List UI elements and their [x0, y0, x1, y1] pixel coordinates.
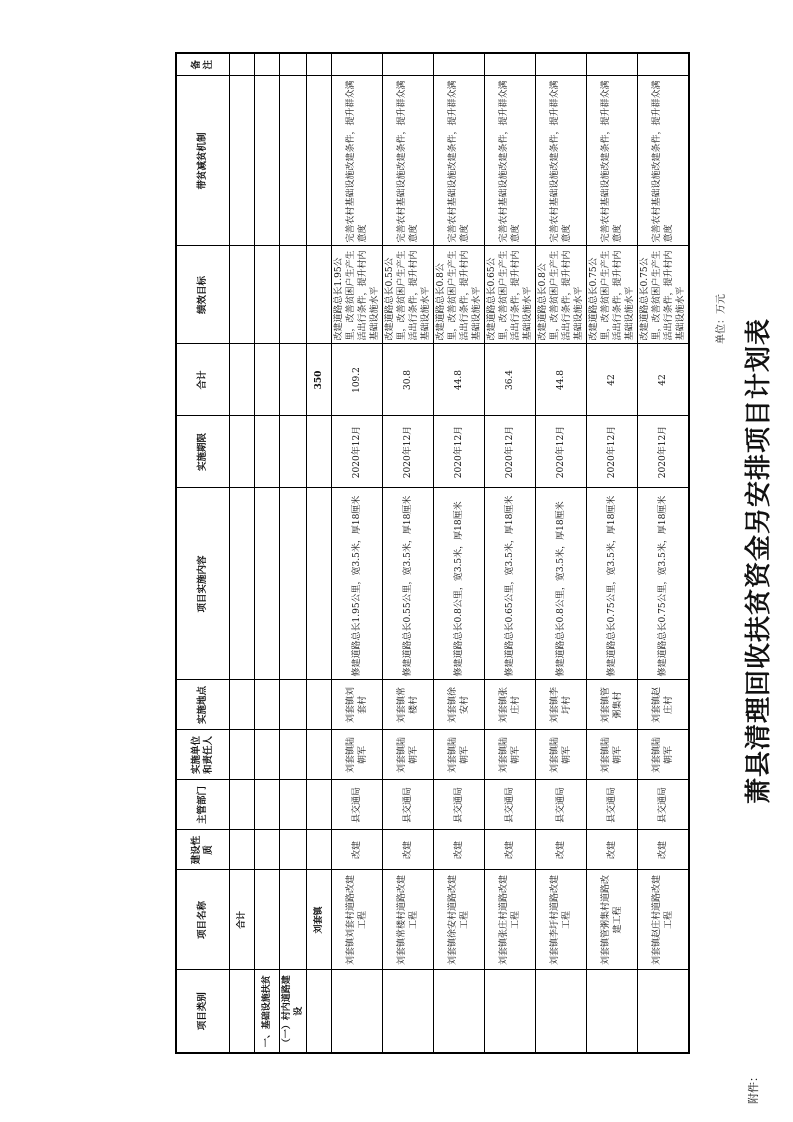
- header-content: 项目实施内容: [176, 488, 230, 680]
- row-remark: [536, 53, 587, 76]
- header-dept: 主管部门: [176, 780, 230, 830]
- row-goal: 改建道路总长1.95公里，改善贫困户生产生活出行条件，提升村内基础设施水平: [332, 246, 383, 344]
- header-remark: 备注: [176, 53, 230, 76]
- town-row: [307, 53, 332, 1053]
- header-row: [176, 53, 230, 1053]
- category-label: 一、基础设施扶贫: [255, 970, 280, 1053]
- row-unit-person: 刘套镇陆朝军: [536, 730, 587, 780]
- row-dept: 县交通局: [638, 780, 690, 830]
- row-mechanism: 完善农村基础设施改建条件，提升群众满意度: [587, 76, 638, 246]
- header-category: 项目类别: [176, 970, 230, 1053]
- row-remark: [434, 53, 485, 76]
- row-remark: [638, 53, 690, 76]
- header-location: 实施地点: [176, 680, 230, 730]
- row-period: 2020年12月: [383, 416, 434, 488]
- row-content: 修建道路总长0.75公里，宽3.5米，厚18厘米: [638, 488, 690, 680]
- row-category: [332, 970, 383, 1053]
- row-nature: 改建: [434, 830, 485, 870]
- row-dept: 县交通局: [383, 780, 434, 830]
- row-nature: 改建: [485, 830, 536, 870]
- row-category: [383, 970, 434, 1053]
- row-name: 刘套镇李圩村道路改建工程: [536, 870, 587, 970]
- row-total: 42: [587, 344, 638, 416]
- row-unit-person: 刘套镇陆朝军: [332, 730, 383, 780]
- row-period: 2020年12月: [638, 416, 690, 488]
- row-goal: 改建道路总长0.8公里，改善贫困户生产生活出行条件，提升村内基础设施水平: [434, 246, 485, 344]
- unit-label: 单位：万元: [716, 294, 727, 344]
- row-unit-person: 刘套镇陆朝军: [434, 730, 485, 780]
- row-mechanism: 完善农村基础设施改建条件，提升群众满意度: [383, 76, 434, 246]
- row-mechanism: 完善农村基础设施改建条件，提升群众满意度: [485, 76, 536, 246]
- row-category: [587, 970, 638, 1053]
- row-period: 2020年12月: [536, 416, 587, 488]
- row-unit-person: 刘套镇陆朝军: [383, 730, 434, 780]
- row-content: 修建道路总长0.65公里，宽3.5米，厚18厘米: [485, 488, 536, 680]
- row-location: 刘套镇张庄村: [485, 680, 536, 730]
- row-remark: [485, 53, 536, 76]
- row-remark: [587, 53, 638, 76]
- header-period: 实施期限: [176, 416, 230, 488]
- row-goal: 改建道路总长0.75公里，改善贫困户生产生活出行条件，提升村内基础设施水平: [587, 246, 638, 344]
- row-name: 刘套镇徐安村道路改建工程: [434, 870, 485, 970]
- row-name: 刘套镇赵庄村道路改建工程: [638, 870, 690, 970]
- header-unit-person: 实施单位和责任人: [176, 730, 230, 780]
- row-period: 2020年12月: [485, 416, 536, 488]
- header-total: 合计: [176, 344, 230, 416]
- row-total: 44.8: [434, 344, 485, 416]
- row-mechanism: 完善农村基础设施改建条件，提升群众满意度: [536, 76, 587, 246]
- row-dept: 县交通局: [485, 780, 536, 830]
- row-period: 2020年12月: [587, 416, 638, 488]
- row-mechanism: 完善农村基础设施改建条件，提升群众满意度: [332, 76, 383, 246]
- row-total: 42: [638, 344, 690, 416]
- header-mechanism: 带贫减贫机制: [176, 76, 230, 246]
- row-dept: 县交通局: [332, 780, 383, 830]
- row-location: 刘套镇李圩村: [536, 680, 587, 730]
- row-period: 2020年12月: [332, 416, 383, 488]
- table-row: [383, 53, 434, 1053]
- row-nature: 改建: [383, 830, 434, 870]
- row-unit-person: 刘套镇陆朝军: [485, 730, 536, 780]
- row-total: 109.2: [332, 344, 383, 416]
- row-name: 刘套镇张庄村道路改建工程: [485, 870, 536, 970]
- row-unit-person: 刘套镇陆朝军: [587, 730, 638, 780]
- row-unit-person: 刘套镇陆朝军: [638, 730, 690, 780]
- row-mechanism: 完善农村基础设施改建条件，提升群众满意度: [434, 76, 485, 246]
- row-nature: 改建: [587, 830, 638, 870]
- subcategory-label: （一）村内道路建设: [280, 970, 307, 1053]
- row-nature: 改建: [536, 830, 587, 870]
- table-row: [434, 53, 485, 1053]
- table-row: [536, 53, 587, 1053]
- row-nature: 改建: [332, 830, 383, 870]
- row-content: 修建道路总长0.55公里，宽3.5米，厚18厘米: [383, 488, 434, 680]
- total-row: [230, 53, 255, 1053]
- row-goal: 改建道路总长0.55公里，改善贫困户生产生活出行条件，提升村内基础设施水平: [383, 246, 434, 344]
- row-total: 30.8: [383, 344, 434, 416]
- row-dept: 县交通局: [587, 780, 638, 830]
- header-name: 项目名称: [176, 870, 230, 970]
- town-label: 刘套镇: [307, 870, 332, 970]
- row-location: 刘套镇赵庄村: [638, 680, 690, 730]
- table-row: [638, 53, 690, 1053]
- row-category: [434, 970, 485, 1053]
- row-location: 刘套镇常楼村: [383, 680, 434, 730]
- row-category: [485, 970, 536, 1053]
- row-dept: 县交通局: [536, 780, 587, 830]
- table-row: [332, 53, 383, 1053]
- row-dept: 县交通局: [434, 780, 485, 830]
- row-location: 刘套镇刘套村: [332, 680, 383, 730]
- subcategory-row: [280, 53, 307, 1053]
- row-remark: [383, 53, 434, 76]
- category-row: [255, 53, 280, 1053]
- row-content: 修建道路总长0.8公里，宽3.5米，厚18厘米: [536, 488, 587, 680]
- project-plan-table: [175, 52, 690, 1054]
- row-content: 修建道路总长0.8公里，宽3.5米，厚18厘米: [434, 488, 485, 680]
- row-content: 修建道路总长1.95公里，宽3.5米，厚18厘米: [332, 488, 383, 680]
- town-total: 350: [307, 344, 332, 416]
- total-label: 合计: [230, 870, 255, 970]
- row-total: 36.4: [485, 344, 536, 416]
- attachment-label: 附件：: [747, 1071, 760, 1104]
- row-location: 刘套镇徐安村: [434, 680, 485, 730]
- row-nature: 改建: [638, 830, 690, 870]
- table-row: [485, 53, 536, 1053]
- row-name: 刘套镇刘套村道路改建工程: [332, 870, 383, 970]
- header-goal: 绩效目标: [176, 246, 230, 344]
- row-mechanism: 完善农村基础设施改建条件，提升群众满意度: [638, 76, 690, 246]
- row-category: [536, 970, 587, 1053]
- row-goal: 改建道路总长0.8公里，改善贫困户生产生活出行条件，提升村内基础设施水平: [536, 246, 587, 344]
- row-period: 2020年12月: [434, 416, 485, 488]
- table-row: [587, 53, 638, 1053]
- page-title: 萧县清理回收扶贫资金另安排项目计划表: [744, 318, 774, 805]
- row-name: 刘套镇常楼村道路改建工程: [383, 870, 434, 970]
- row-category: [638, 970, 690, 1053]
- row-goal: 改建道路总长0.75公里，改善贫困户生产生活出行条件，提升村内基础设施水平: [638, 246, 690, 344]
- row-location: 刘套镇管粥集村: [587, 680, 638, 730]
- row-remark: [332, 53, 383, 76]
- row-total: 44.8: [536, 344, 587, 416]
- header-nature: 建设性质: [176, 830, 230, 870]
- row-goal: 改建道路总长0.65公里，改善贫困户生产生活出行条件，提升村内基础设施水平: [485, 246, 536, 344]
- row-content: 修建道路总长0.75公里，宽3.5米，厚18厘米: [587, 488, 638, 680]
- row-name: 刘套镇管粥集村道路改建工程: [587, 870, 638, 970]
